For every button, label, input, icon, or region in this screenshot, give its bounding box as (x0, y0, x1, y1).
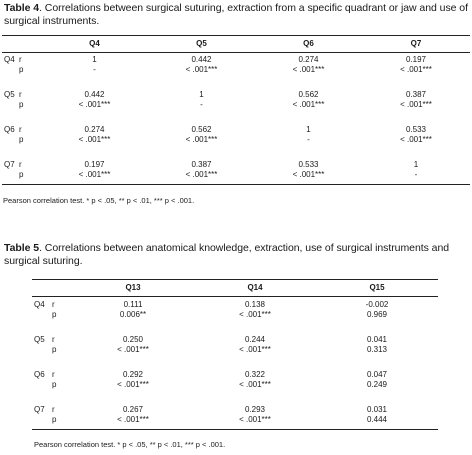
table-cell: 0.197 (405, 55, 427, 64)
table-cell: - (307, 135, 310, 144)
table4-label: Table 4 (4, 2, 40, 14)
table-cell: 0.041 (366, 335, 388, 344)
table-row (2, 65, 470, 75)
table-cell: 1 (306, 125, 311, 134)
table4-col-header: Q7 (362, 36, 470, 53)
row-label: Q4 (4, 55, 15, 64)
table-cell: - (362, 170, 470, 185)
table-cell: < .001*** (185, 135, 218, 144)
table-cell: < .001*** (400, 65, 432, 74)
table-cell: 0.322 (244, 370, 266, 379)
table-cell: 1 (199, 90, 204, 99)
table-cell: 0.274 (298, 55, 319, 64)
table-cell: 0.292 (122, 370, 144, 379)
stat-label: p (52, 415, 72, 430)
table-cell: < .001*** (117, 345, 149, 354)
table4-footnote: Pearson correlation test. * p < .05, ** p < .01, *** p < .001. (3, 196, 195, 205)
table4-caption (4, 2, 468, 28)
stat-label: r (19, 125, 22, 134)
table-cell: < .001*** (148, 170, 255, 185)
stat-label: p (19, 100, 24, 109)
table-cell: 0.031 (366, 405, 388, 414)
table-cell: 0.533 (405, 125, 427, 134)
table-cell: < .001*** (117, 380, 149, 389)
table-cell: 0.267 (122, 405, 144, 414)
table-cell: 0.293 (244, 405, 266, 414)
table-cell: < .001*** (72, 415, 194, 430)
table5-caption (4, 242, 468, 268)
table-cell: 0.562 (298, 90, 319, 99)
table-cell: -0.002 (365, 300, 389, 309)
stat-label: p (52, 345, 57, 354)
row-label: Q7 (4, 160, 15, 169)
table-cell: < .001*** (41, 170, 148, 185)
table-row (32, 297, 438, 311)
stat-label: p (52, 310, 57, 319)
stat-label: r (19, 90, 22, 99)
table-cell: 0.138 (244, 300, 266, 309)
table-row (32, 310, 438, 320)
table-cell: 0.047 (366, 370, 388, 379)
table-cell: - (200, 100, 203, 109)
stat-label: p (19, 135, 24, 144)
row-label: Q5 (34, 335, 45, 344)
table5-caption-text: . Correlations between anatomical knowledge, extraction, use of surgical instruments and surgical suturing. (4, 242, 450, 267)
table-cell: < .001*** (292, 100, 325, 109)
table-cell: 0.111 (123, 300, 143, 309)
table5 (32, 279, 438, 430)
table-cell: < .001*** (78, 135, 111, 144)
table5-col-header: Q13 (72, 280, 194, 297)
table4-header-row (2, 36, 470, 53)
stat-label: p (19, 65, 24, 74)
table4-caption-text: . Correlations between surgical suturing, extraction from a specific quadrant or jaw and use of surgical instruments. (4, 2, 468, 27)
table-row (2, 75, 470, 100)
table5-col-header: Q14 (194, 280, 316, 297)
table-cell: 1 (413, 160, 419, 169)
table-cell: < .001*** (239, 310, 271, 319)
stat-label: r (52, 300, 55, 309)
table-cell: < .001*** (255, 170, 362, 185)
table-cell: < .001*** (400, 135, 432, 144)
table-cell: 0.387 (191, 160, 212, 169)
table4-col-header: Q5 (148, 36, 255, 53)
table-cell: 1 (92, 55, 97, 64)
table-row (32, 415, 438, 430)
row-label: Q4 (34, 300, 45, 309)
table-row (32, 380, 438, 390)
stat-label: r (52, 335, 55, 344)
table-row (2, 53, 470, 66)
table-cell: 0.442 (84, 90, 105, 99)
table-cell: 0.444 (316, 415, 438, 430)
stat-label: p (52, 380, 57, 389)
table-cell: 0.969 (366, 310, 388, 319)
table-cell: 0.197 (84, 160, 105, 169)
table-cell: 0.249 (366, 380, 388, 389)
table-cell: 0.562 (191, 125, 212, 134)
table-cell: 0.533 (298, 160, 319, 169)
table4 (2, 35, 470, 185)
table-cell: < .001*** (239, 345, 271, 354)
table-row (2, 170, 470, 185)
stat-label: p (19, 170, 41, 185)
row-label: Q6 (34, 370, 45, 379)
table5-label: Table 5 (4, 242, 40, 254)
table-row (32, 345, 438, 355)
stat-label: r (52, 405, 55, 414)
table-cell: < .001*** (400, 100, 432, 109)
table-cell: 0.442 (191, 55, 212, 64)
table-cell: < .001*** (78, 100, 111, 109)
table-cell: 0.274 (84, 125, 105, 134)
table5-header-row (32, 280, 438, 297)
row-label: Q5 (4, 90, 15, 99)
table-cell: < .001*** (185, 65, 218, 74)
stat-label: r (19, 160, 22, 169)
table-cell: 0.250 (122, 335, 144, 344)
table-cell: 0.244 (244, 335, 266, 344)
table-row (2, 145, 470, 170)
table-row (32, 390, 438, 415)
table-row (32, 355, 438, 380)
table-row (2, 110, 470, 135)
row-label: Q6 (4, 125, 15, 134)
table-cell: < .001*** (239, 380, 271, 389)
table-row (2, 100, 470, 110)
table-row (32, 320, 438, 345)
table5-footnote: Pearson correlation test. * p < .05, ** p < .01, *** p < .001. (34, 440, 226, 449)
row-label: Q7 (34, 405, 45, 414)
table-cell: 0.006** (119, 310, 147, 319)
table-row (2, 135, 470, 145)
table5-col-header: Q15 (316, 280, 438, 297)
table-cell: < .001*** (194, 415, 316, 430)
table4-col-header: Q6 (255, 36, 362, 53)
table-cell: < .001*** (292, 65, 325, 74)
stat-label: r (19, 55, 22, 64)
table-cell: 0.387 (405, 90, 427, 99)
table-cell: - (93, 65, 96, 74)
stat-label: r (52, 370, 55, 379)
table-cell: 0.313 (366, 345, 388, 354)
table4-col-header: Q4 (41, 36, 148, 53)
